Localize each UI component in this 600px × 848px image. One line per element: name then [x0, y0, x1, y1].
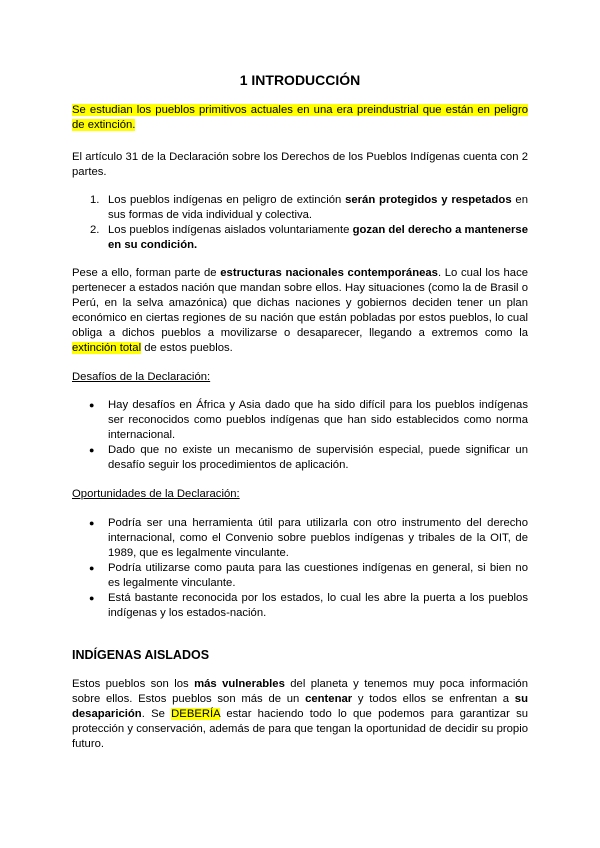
intro-paragraph — [72, 103, 528, 133]
list-item: ● Podría utilizarse como pauta para las cuestiones indígenas en general, si bien no es legalmente vinculante. — [89, 562, 528, 589]
bullet-icon: ● — [89, 593, 95, 603]
section-heading: INDÍGENAS AISLADOS — [72, 648, 210, 662]
bullet-icon: ● — [89, 518, 95, 528]
list-item: 2. Los pueblos indígenas aislados voluntariamente gozan del derecho a mantenerse en su condición. — [90, 224, 528, 251]
bullet-icon: ● — [89, 400, 95, 410]
oportunidades-list — [72, 516, 528, 621]
pese-paragraph: Pese a ello, forman parte de estructuras nacionales contemporáneas. Lo cual los hace pertenecer a estados nación que mandan sobre ellos. Hay situaciones (como la de Brasil o Perú, en la selva amazónica) que dichas naciones y gobiernos deciden tener un plan económico en ciertas regiones de su nación que están pobladas por estos pueblos, lo cual obliga a dichos pueblos a movilizarse o desaparecer, llegando a extremos como la extinción total de estos pueblos. — [72, 267, 529, 354]
deberia-highlight: DEBERÍA — [171, 708, 221, 720]
list-marker: 2. — [90, 224, 100, 236]
list-item: ● Dado que no existe un mecanismo de supervisión especial, puede significar un desafío seguir los procedimientos de aplicación. — [89, 444, 528, 471]
list-marker: 1. — [90, 194, 100, 206]
oportunidades-heading: Oportunidades de la Declaración: — [72, 488, 240, 500]
list-item: 1. Los pueblos indígenas en peligro de extinción serán protegidos y respetados en sus formas de vida individual y colectiva. — [90, 194, 528, 221]
numbered-list — [72, 193, 528, 253]
list-item: ● Está bastante reconocida por los estados, lo cual les abre la puerta a los pueblos indígenas y los estados-nación. — [89, 592, 528, 619]
bullet-icon: ● — [89, 563, 95, 573]
intro-highlight: Se estudian los pueblos primitivos actuales en una era preindustrial que están en peligro de extinción. — [72, 104, 528, 131]
list-item: ● Hay desafíos en África y Asia dado que ha sido difícil para los pueblos indígenas ser reconocidos como pueblos indígenas que han sido establecidos como norma internacional. — [89, 399, 528, 441]
bullet-icon: ● — [89, 445, 95, 455]
list-item: ● Podría ser una herramienta útil para utilizarla con otro instrumento del derecho internacional, como el Convenio sobre pueblos indígenas y tribales de la OIT, de 1989, que es legalmente vinculante. — [89, 517, 528, 559]
articulo-paragraph: El artículo 31 de la Declaración sobre los Derechos de los Pueblos Indígenas cuenta con 2 partes. — [72, 151, 528, 178]
aislados-paragraph: Estos pueblos son los más vulnerables del planeta y tenemos muy poca información sobre ellos. Estos pueblos son más de un centenar y todos ellos se enfrentan a su desaparición. Se DEBERÍA estar haciendo todo lo que podemos para garantizar su protección y conservación, además de para que tengan la oportunidad de decidir su propio futuro. — [72, 678, 528, 750]
page-title: 1 INTRODUCCIÓN — [239, 72, 361, 88]
desafios-heading: Desafíos de la Declaración: — [72, 371, 211, 383]
extincion-highlight: extinción total — [72, 342, 142, 354]
desafios-list — [72, 398, 528, 473]
